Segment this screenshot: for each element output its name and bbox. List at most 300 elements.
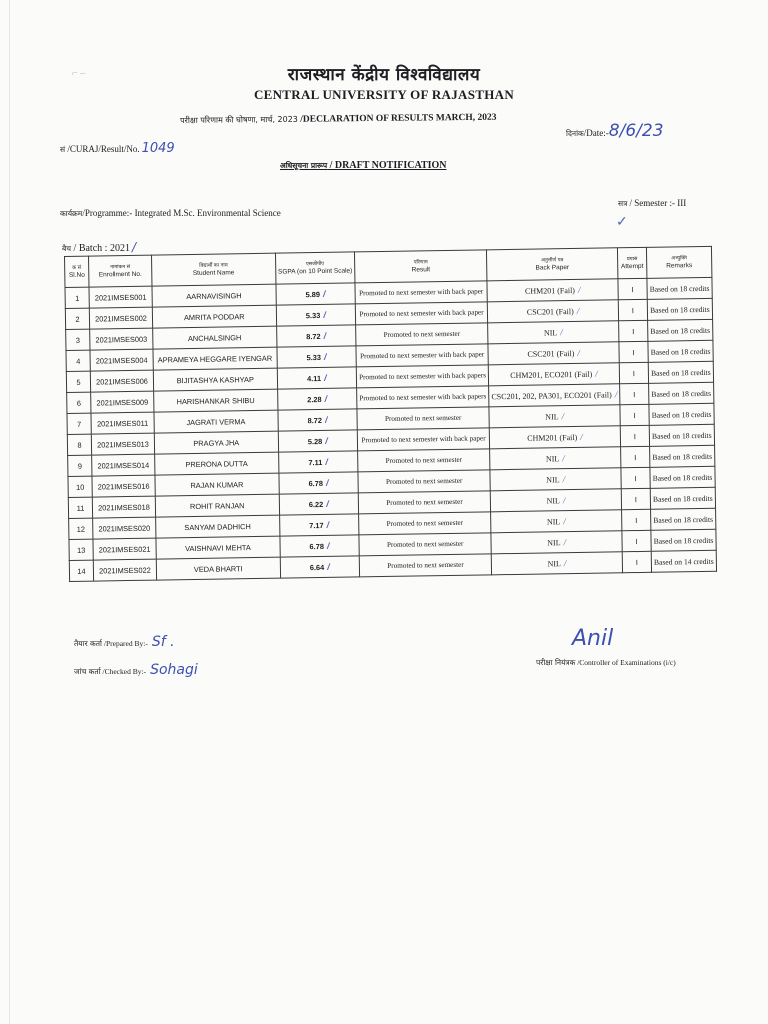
- check-mark-icon: /: [563, 536, 567, 547]
- cell-sl-no-text: 12: [76, 524, 86, 534]
- cell-sgpa-text: 5.89: [305, 289, 321, 300]
- cell-enrollment: [92, 475, 155, 497]
- cell-remarks: [650, 508, 715, 530]
- cell-enrollment: [93, 559, 156, 581]
- cell-student-name-text: PRAGYA JHA: [193, 437, 240, 448]
- cell-remarks-text: Based on 18 credits: [652, 493, 713, 504]
- draft-hindi: अधिसूचना प्रारूप: [280, 161, 328, 170]
- cell-back-paper: [488, 363, 619, 386]
- check-mark-icon: /: [326, 540, 330, 551]
- cell-attempt-text: I: [632, 347, 635, 357]
- cell-sgpa-text: 6.78: [308, 478, 323, 489]
- cell-student-name: [155, 494, 279, 517]
- cell-enrollment-text: 2021IMSES013: [97, 439, 149, 450]
- cell-back-paper-text: NIL: [545, 411, 559, 421]
- cell-remarks-text: Based on 18 credits: [650, 367, 711, 378]
- cell-enrollment: [91, 391, 154, 413]
- cell-remarks: [650, 466, 715, 488]
- cell-sgpa-text: 6.78: [309, 541, 324, 552]
- cell-sl-no-text: 7: [77, 419, 82, 429]
- cell-student-name: [155, 452, 279, 475]
- semester-label: / Semester :-: [627, 198, 678, 208]
- cell-enrollment-text: 2021IMSES021: [98, 544, 151, 554]
- cell-student-name: [152, 284, 276, 307]
- header-student-name: विद्यार्थी का नाम Student Name: [151, 253, 275, 286]
- cell-result: [358, 449, 490, 472]
- cell-result-text: Promoted to next semester with back paper: [359, 308, 484, 319]
- programme-label: /Programme:-: [82, 208, 135, 218]
- check-mark-icon: /: [563, 515, 566, 526]
- cell-remarks-text: Based on 18 credits: [649, 304, 710, 315]
- cell-remarks: [647, 298, 712, 320]
- results-table-body: [65, 277, 717, 581]
- cell-remarks: [647, 277, 712, 299]
- cell-student-name-text: VAISHNAVI MEHTA: [184, 542, 251, 553]
- prepared-signature: Sf .: [151, 634, 175, 650]
- cell-back-paper: [489, 426, 620, 449]
- cell-sgpa: [277, 367, 357, 389]
- cell-attempt: [621, 446, 650, 467]
- check-mark-icon: /: [327, 561, 330, 572]
- header-result: परिणाम Result: [355, 250, 488, 283]
- cell-sgpa: [279, 472, 359, 494]
- cell-student-name-text: AARNAVISINGH: [186, 290, 242, 301]
- batch-line: [62, 240, 136, 254]
- cell-remarks-text: Based on 18 credits: [650, 325, 711, 336]
- cell-sgpa: [279, 514, 359, 536]
- cell-attempt: [618, 299, 647, 320]
- cell-attempt-text: I: [635, 515, 638, 525]
- check-mark-icon: /: [323, 351, 327, 362]
- cell-sl-no-text: 5: [76, 377, 81, 387]
- cell-remarks-text: Based on 18 credits: [651, 388, 712, 399]
- cell-attempt: [619, 341, 648, 362]
- cell-student-name: [152, 305, 276, 328]
- controller-signature: Anil: [572, 626, 614, 651]
- checked-by: [74, 662, 198, 678]
- cell-sgpa: [277, 388, 357, 410]
- cell-attempt-text: I: [633, 389, 636, 399]
- cell-sl-no: [67, 413, 91, 434]
- cell-result: [359, 554, 491, 577]
- cell-result: [356, 323, 488, 346]
- header-sl-no: क्र सं Sl.No: [65, 256, 90, 287]
- check-mark-icon: /: [561, 410, 565, 421]
- cell-attempt-text: I: [634, 494, 637, 504]
- cell-sl-no-text: 13: [76, 545, 86, 555]
- results-table: [64, 246, 717, 582]
- cell-sl-no: [68, 455, 92, 476]
- cell-back-paper: [488, 342, 619, 365]
- cell-sgpa: [276, 325, 356, 347]
- cell-enrollment-text: 2021IMSES001: [94, 292, 147, 303]
- cell-enrollment-text: 2021IMSES006: [96, 376, 148, 387]
- cell-sl-no-text: 10: [75, 482, 85, 492]
- declaration-hindi: परीक्षा परिणाम की घोषणा, मार्च, 2023: [180, 114, 298, 125]
- batch-hindi: बैच: [62, 244, 72, 253]
- cell-back-paper: [487, 279, 618, 302]
- cell-student-name: [156, 515, 280, 538]
- declaration-english: /DECLARATION OF RESULTS MARCH, 2023: [297, 112, 497, 125]
- prepared-by: [74, 634, 175, 650]
- cell-sgpa-text: 8.72: [307, 415, 322, 426]
- cell-sl-no-text: 6: [76, 398, 82, 408]
- cell-sl-no-text: 1: [75, 293, 80, 303]
- cell-attempt-text: I: [631, 284, 634, 294]
- cell-enrollment: [92, 454, 155, 476]
- cell-result-text: Promoted to next semester: [386, 539, 464, 549]
- cell-student-name: [154, 431, 278, 454]
- cell-attempt: [622, 509, 651, 530]
- check-mark-icon: /: [562, 452, 565, 463]
- controller-label: /Controller of Examinations (i/c): [575, 658, 676, 667]
- cell-enrollment: [90, 349, 153, 371]
- cell-attempt-text: I: [634, 452, 637, 462]
- cell-sl-no: [65, 308, 89, 329]
- header-back-paper: अनुत्तीर्ण पत्र Back Paper: [487, 248, 618, 281]
- cell-enrollment-text: 2021IMSES009: [96, 397, 149, 408]
- cell-sl-no: [66, 350, 90, 371]
- cell-remarks: [649, 445, 714, 467]
- university-title-english: CENTRAL UNIVERSITY OF RAJASTHAN: [253, 87, 515, 102]
- cell-student-name-text: ANCHALSINGH: [187, 332, 242, 343]
- cell-sgpa: [276, 283, 356, 305]
- cell-back-paper-text: CSC201 (Fail): [526, 306, 574, 317]
- check-mark-icon: /: [322, 288, 326, 299]
- cell-enrollment-text: 2021IMSES018: [98, 502, 150, 512]
- date-handwritten: 8/6/23: [608, 121, 664, 141]
- cell-result-text: Promoted to next semester: [383, 329, 461, 339]
- cell-sgpa-text: 8.72: [306, 331, 321, 342]
- cell-sl-no: [68, 476, 92, 497]
- cell-remarks: [651, 550, 716, 572]
- check-mark-icon: /: [326, 519, 330, 530]
- cell-remarks-text: Based on 14 credits: [653, 556, 714, 567]
- cell-enrollment: [89, 286, 152, 308]
- cell-student-name: [156, 557, 280, 580]
- header-enrollment: नामांकन सं Enrollment No.: [89, 255, 152, 287]
- cell-sgpa-text: 5.33: [306, 352, 322, 363]
- programme-line: [60, 208, 281, 219]
- cell-result-text: Promoted to next semester with back papers: [358, 371, 487, 382]
- cell-back-paper: [490, 447, 621, 470]
- check-mark-icon: /: [580, 431, 583, 442]
- cell-result: [356, 344, 488, 367]
- cell-result: [355, 302, 487, 325]
- cell-back-paper: [487, 300, 618, 323]
- cell-remarks: [649, 403, 714, 425]
- semester-line: [618, 198, 686, 209]
- cell-remarks-text: Based on 18 credits: [651, 430, 712, 441]
- cell-sgpa: [279, 493, 359, 515]
- draft-notification-heading: [280, 160, 447, 171]
- cell-back-paper-text: NIL: [546, 474, 560, 484]
- cell-result-text: Promoted to next semester: [385, 476, 463, 486]
- cell-student-name-text: APRAMEYA HEGGARE IYENGAR: [157, 353, 273, 365]
- cell-sgpa-text: 5.28: [307, 436, 323, 447]
- cell-remarks-text: Based on 18 credits: [652, 451, 713, 462]
- cell-sl-no: [66, 371, 90, 392]
- programme-value: Integrated M.Sc. Environmental Science: [134, 208, 281, 218]
- cell-enrollment-text: 2021IMSES016: [97, 481, 150, 491]
- cell-sl-no-text: 11: [76, 503, 85, 513]
- cell-student-name-text: ROHIT RANJAN: [189, 500, 245, 511]
- cell-sgpa: [278, 430, 358, 452]
- prepared-label: /Prepared By:-: [102, 639, 148, 648]
- cell-enrollment: [93, 517, 156, 539]
- cell-result: [357, 428, 489, 451]
- cell-enrollment: [90, 328, 153, 350]
- cell-student-name-text: PRERONA DUTTA: [185, 458, 248, 469]
- cell-attempt-text: I: [631, 305, 635, 315]
- cell-sgpa: [280, 556, 360, 578]
- cell-attempt-text: I: [635, 536, 638, 546]
- cell-enrollment: [91, 433, 154, 455]
- check-mark-icon: /: [563, 557, 567, 568]
- cell-sgpa-text: 6.22: [308, 499, 324, 510]
- check-mark-icon: /: [324, 414, 328, 425]
- cell-enrollment: [90, 370, 153, 392]
- check-mark-icon: /: [577, 347, 580, 358]
- header-remarks: अभ्युक्ति Remarks: [646, 246, 712, 278]
- cell-back-paper: [490, 489, 621, 512]
- cell-back-paper-text: NIL: [543, 327, 558, 337]
- date-label: /Date:-: [583, 128, 609, 138]
- cell-result-text: Promoted to next semester: [386, 497, 463, 507]
- cell-enrollment-text: 2021IMSES002: [95, 313, 147, 324]
- cell-student-name-text: BIJITASHYA KASHYAP: [176, 374, 254, 385]
- cell-remarks-text: Based on 18 credits: [652, 472, 713, 483]
- stray-pen-mark: ⌐ –: [72, 68, 86, 79]
- cell-enrollment: [91, 412, 154, 434]
- cell-enrollment: [89, 307, 152, 329]
- semester-value: III: [677, 198, 687, 208]
- cell-result-text: Promoted to next semester: [384, 413, 462, 423]
- cell-remarks: [648, 340, 713, 362]
- cell-sl-no: [69, 539, 93, 560]
- cell-back-paper-text: CSC201, 202, PA301, ECO201 (Fail): [491, 389, 612, 401]
- cell-attempt: [619, 320, 648, 341]
- cell-result-text: Promoted to next semester with back paper: [359, 287, 484, 298]
- tick-mark-icon: ✓: [616, 215, 628, 230]
- controller-of-examinations: [536, 658, 676, 668]
- cell-enrollment-text: 2021IMSES014: [97, 460, 150, 471]
- cell-back-paper-text: CHM201 (Fail): [527, 432, 578, 443]
- cell-attempt: [621, 467, 650, 488]
- cell-enrollment-text: 2021IMSES004: [95, 355, 148, 366]
- cell-back-paper-text: CHM201 (Fail): [524, 285, 575, 296]
- cell-result: [357, 386, 489, 409]
- ref-label: /CURAJ/Result/No.: [65, 144, 140, 154]
- cell-enrollment: [93, 538, 156, 560]
- cell-back-paper: [489, 384, 620, 407]
- prepared-hindi: तैयार कर्ता: [74, 639, 102, 648]
- cell-attempt: [622, 530, 651, 551]
- cell-sgpa-text: 7.17: [309, 520, 324, 531]
- cell-sl-no: [67, 392, 91, 413]
- cell-remarks: [649, 424, 714, 446]
- cell-student-name: [153, 347, 277, 370]
- cell-remarks-text: Based on 18 credits: [651, 409, 712, 420]
- cell-sl-no-text: 4: [76, 356, 81, 366]
- cell-student-name-text: AMRITA PODDAR: [183, 311, 245, 322]
- cell-back-paper-text: NIL: [546, 495, 560, 505]
- cell-student-name-text: SANYAM DADHICH: [184, 521, 251, 532]
- cell-enrollment-text: 2021IMSES020: [98, 523, 151, 533]
- cell-result: [358, 491, 490, 514]
- checked-hindi: जांच कर्ता: [74, 667, 101, 676]
- check-mark-icon: /: [323, 330, 327, 341]
- cell-attempt: [620, 425, 649, 446]
- cell-sgpa: [276, 304, 356, 326]
- semester-hindi: सत्र: [618, 199, 628, 208]
- cell-result: [356, 365, 488, 388]
- cell-enrollment-text: 2021IMSES011: [96, 418, 149, 429]
- cell-student-name: [154, 410, 278, 433]
- cell-sgpa-text: 4.11: [307, 373, 322, 384]
- cell-attempt: [620, 383, 649, 404]
- cell-result-text: Promoted to next semester: [387, 560, 464, 570]
- ref-number-handwritten: 1049: [141, 141, 175, 156]
- cell-remarks: [651, 529, 716, 551]
- cell-sl-no: [69, 518, 93, 539]
- cell-sl-no-text: 8: [77, 440, 82, 450]
- cell-attempt: [621, 488, 650, 509]
- check-mark-icon: /: [560, 326, 563, 337]
- cell-sgpa-text: 2.28: [307, 394, 322, 405]
- cell-result: [359, 533, 491, 556]
- cell-attempt-text: I: [633, 431, 636, 441]
- cell-attempt-text: I: [632, 368, 635, 378]
- cell-sgpa-text: 6.64: [309, 562, 325, 573]
- cell-result: [358, 470, 490, 493]
- cell-student-name: [154, 389, 278, 412]
- cell-back-paper-text: CSC201 (Fail): [527, 348, 575, 359]
- check-mark-icon: /: [323, 309, 326, 320]
- cell-enrollment-text: 2021IMSES003: [95, 334, 148, 345]
- cell-sgpa: [277, 346, 357, 368]
- cell-sgpa-text: 5.33: [305, 310, 321, 321]
- date-hindi: दिनांक: [566, 129, 584, 138]
- cell-back-paper: [488, 321, 619, 344]
- cell-result: [359, 512, 491, 535]
- cell-result-text: Promoted to next semester with back paper: [361, 434, 486, 445]
- cell-remarks-text: Based on 18 credits: [650, 346, 711, 357]
- cell-student-name-text: JAGRATI VERMA: [186, 416, 246, 427]
- cell-sl-no-text: 3: [75, 335, 81, 345]
- cell-student-name: [153, 368, 277, 391]
- ref-hindi: सं: [60, 145, 66, 154]
- batch-label: / Batch :: [71, 243, 110, 254]
- check-mark-icon: /: [325, 456, 328, 467]
- cell-result-text: Promoted to next semester with back papers: [359, 392, 487, 403]
- check-mark-icon: /: [323, 372, 327, 383]
- check-mark-icon: /: [325, 435, 328, 446]
- cell-result-text: Promoted to next semester: [386, 518, 464, 528]
- cell-sl-no-text: 2: [75, 314, 80, 324]
- cell-remarks: [650, 487, 715, 509]
- cell-sl-no: [66, 329, 90, 350]
- cell-attempt-text: I: [634, 473, 637, 483]
- cell-back-paper-text: CHM201, ECO201 (Fail): [510, 369, 593, 380]
- cell-enrollment-text: 2021IMSES022: [98, 565, 151, 575]
- cell-attempt-text: I: [633, 410, 636, 420]
- reference-number: [60, 141, 175, 156]
- cell-sl-no: [69, 560, 93, 581]
- cell-sl-no: [68, 497, 92, 518]
- checked-label: /Checked By:-: [100, 667, 147, 676]
- batch-value: 2021: [109, 243, 130, 254]
- cell-sl-no: [65, 287, 89, 308]
- header-attempt: प्रयास Attempt: [617, 247, 646, 278]
- check-mark-icon: /: [131, 240, 136, 254]
- cell-attempt: [622, 551, 651, 572]
- cell-back-paper-text: NIL: [547, 537, 561, 547]
- checked-signature: Sohagi: [150, 662, 198, 678]
- check-mark-icon: /: [324, 393, 328, 404]
- header-sgpa: एसजीपीए SGPA (on 10 Point Scale): [275, 252, 355, 284]
- cell-result: [355, 281, 487, 304]
- cell-back-paper-text: NIL: [546, 516, 561, 526]
- cell-back-paper: [491, 531, 622, 554]
- cell-attempt-text: I: [635, 557, 638, 567]
- cell-sl-no-text: 9: [77, 461, 82, 471]
- cell-attempt-text: I: [632, 326, 635, 336]
- check-mark-icon: /: [577, 284, 581, 295]
- cell-back-paper-text: NIL: [547, 558, 561, 568]
- cell-sgpa: [278, 451, 358, 473]
- cell-sgpa: [280, 535, 360, 557]
- cell-remarks-text: Based on 18 credits: [653, 514, 714, 525]
- cell-student-name: [155, 473, 279, 496]
- cell-remarks-text: Based on 18 credits: [649, 283, 710, 294]
- check-mark-icon: /: [576, 305, 580, 316]
- cell-sl-no-text: 14: [77, 566, 86, 576]
- cell-enrollment: [92, 496, 155, 518]
- cell-back-paper: [490, 468, 621, 491]
- check-mark-icon: /: [562, 494, 566, 505]
- cell-sl-no: [67, 434, 91, 455]
- draft-english: / DRAFT NOTIFICATION: [327, 160, 447, 171]
- cell-student-name-text: RAJAN KUMAR: [190, 479, 244, 490]
- controller-hindi: परीक्षा नियंत्रक: [536, 658, 576, 667]
- check-mark-icon: /: [614, 388, 618, 399]
- cell-attempt: [619, 362, 648, 383]
- cell-remarks-text: Based on 18 credits: [653, 535, 714, 546]
- cell-sgpa-text: 7.11: [308, 457, 323, 468]
- check-mark-icon: /: [595, 368, 598, 379]
- cell-remarks: [648, 361, 713, 383]
- cell-student-name-text: VEDA BHARTI: [193, 563, 243, 574]
- date-field: [566, 121, 664, 141]
- cell-back-paper: [491, 510, 622, 533]
- cell-attempt: [618, 278, 647, 299]
- check-mark-icon: /: [562, 473, 566, 484]
- cell-back-paper-text: NIL: [545, 453, 560, 463]
- programme-hindi: कार्यक्रम: [60, 209, 83, 218]
- cell-back-paper: [489, 405, 620, 428]
- cell-student-name: [156, 536, 280, 559]
- check-mark-icon: /: [326, 498, 329, 509]
- declaration-heading: [180, 112, 497, 126]
- cell-remarks: [648, 382, 713, 404]
- cell-result-text: Promoted to next semester with back paper: [360, 350, 485, 361]
- cell-remarks: [648, 319, 713, 341]
- cell-attempt: [620, 404, 649, 425]
- cell-student-name-text: HARISHANKAR SHIBU: [176, 395, 255, 406]
- cell-result-text: Promoted to next semester: [385, 455, 463, 465]
- cell-back-paper: [491, 552, 622, 575]
